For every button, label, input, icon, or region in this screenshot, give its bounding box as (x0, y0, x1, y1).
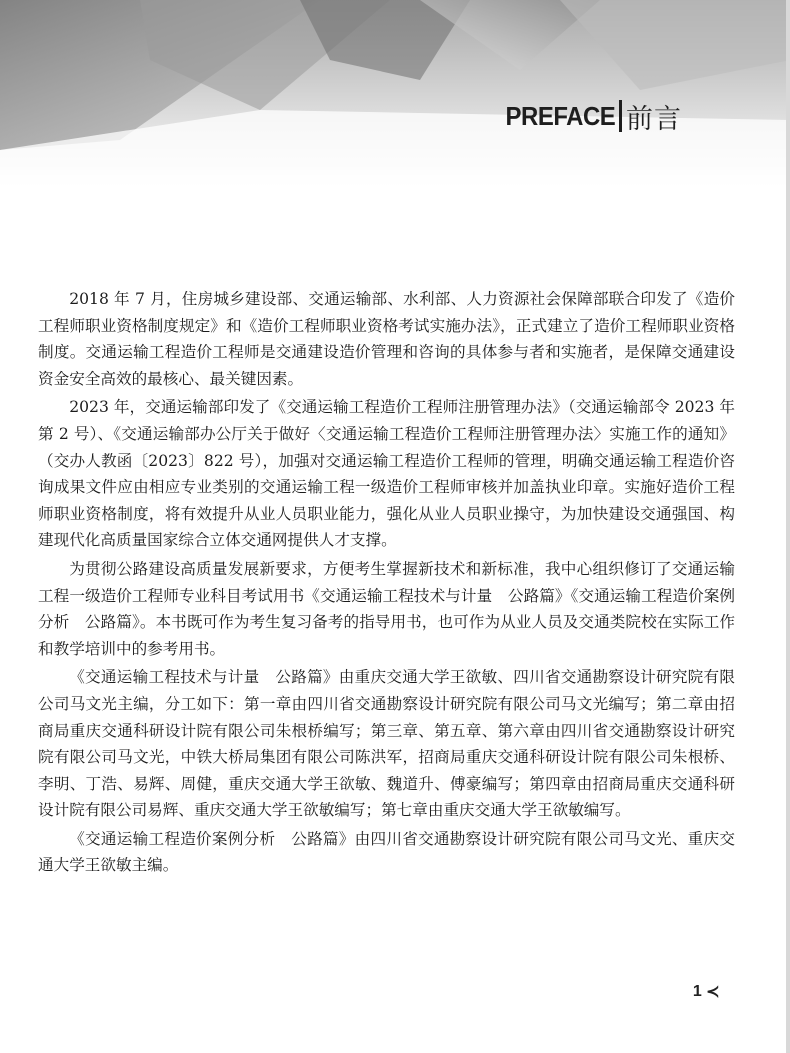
title-chinese: 前言 (626, 103, 682, 135)
page-edge (786, 0, 790, 1053)
paragraph: 《交通运输工程造价案例分析 公路篇》由四川省交通勘察设计研究院有限公司马文光、重庆交通大学王欲敏主编。 (38, 829, 735, 875)
paragraph: 为贯彻公路建设高质量发展新要求，方便考生掌握新技术和新标准，我中心组织修订了交通运输工程一级造价工程师专业科目考试用书《交通运输工程技术与计量 公路篇》《交通运输工程造价案例分析 公路篇》。本书既可作为考生复习备考的指导用书，也可作为从业人员及交通类院校在实际工作和教学培训中的参考用书。 (38, 559, 735, 658)
paragraph: 2018 年 7 月，住房城乡建设部、交通运输部、水利部、人力资源社会保障部联合印发了《造价工程师职业资格制度规定》和《造价工程师职业资格考试实施办法》，正式建立了造价工程师职业资格制度。交通运输工程造价工程师是交通建设造价管理和咨询的具体参与者和实施者，是保障交通建设资金安全高效的最核心、最关键因素。 (38, 290, 735, 388)
paragraph: 2023 年，交通运输部印发了《交通运输工程造价工程师注册管理办法》（交通运输部令 2023 年第 2 号）、《交通运输部办公厅关于做好〈交通运输工程造价工程师注册管理办法〉实施工作的通知》（交办人教函〔2023〕822 号），加强对交通运输工程造价工程师的管理，明确交通运输工程造价咨询成果文件应由相应专业类别的交通运输工程一级造价工程师审核并加盖执业印章。实施好造价工程师职业资格制度，将有效提升从业人员职业能力，强化从业人员职业操守，为加快建设交通强国、构建现代化高质量国家综合立体交通网提供人才支撑。 (38, 398, 735, 550)
header-background-graphic (0, 0, 790, 190)
title-english: PREFACE (505, 100, 615, 131)
page-footer (693, 982, 720, 1002)
page-arrow-icon: ≺ (705, 982, 720, 1001)
page-number: 1 (692, 983, 702, 1000)
preface-body (38, 286, 735, 881)
preface-title (496, 96, 682, 136)
header-band (0, 0, 790, 190)
title-divider (619, 100, 622, 132)
paragraph: 《交通运输工程技术与计量 公路篇》由重庆交通大学王欲敏、四川省交通勘察设计研究院有限公司马文光主编，分工如下：第一章由四川省交通勘察设计研究院有限公司马文光编写；第二章由招商局重庆交通科研设计院有限公司朱根桥编写；第三章、第五章、第六章由四川省交通勘察设计研究院有限公司马文光，中铁大桥局集团有限公司陈洪军，招商局重庆交通科研设计院有限公司朱根桥、李明、丁浩、易辉、周健，重庆交通大学王欲敏、魏道升、傅豪编写；第四章由招商局重庆交通科研设计院有限公司易辉、重庆交通大学王欲敏编写；第七章由重庆交通大学王欲敏编写。 (38, 668, 735, 820)
